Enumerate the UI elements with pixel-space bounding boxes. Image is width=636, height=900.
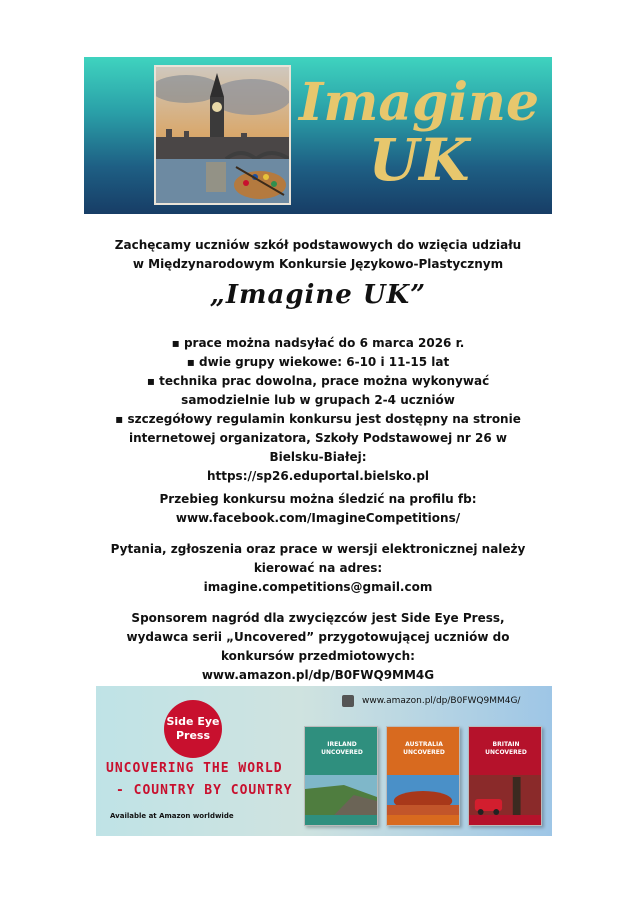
- book-cover-ireland: [304, 726, 378, 826]
- availability-text: Available at Amazon worldwide: [110, 812, 234, 820]
- tagline-line2: - COUNTRY BY COUNTRY: [116, 783, 293, 798]
- ad-url-row[interactable]: [342, 694, 520, 708]
- big-ben-icon: [469, 775, 541, 815]
- facebook-section: [110, 490, 526, 528]
- banner-title: [299, 72, 540, 194]
- book-title: IRELAND UNCOVERED: [321, 741, 363, 756]
- sponsor-text: Sponsorem nagród dla zwycięzców jest Side Eye Press, wydawca serii „Uncovered” przygotowującej uczniów do konkursów przedmiotowych: www.amazon.pl/dp/B0FWQ9MM4G: [126, 611, 510, 682]
- bullet-technique: ▪ technika prac dowolna, prace można wykonywać samodzielnie lub w grupach 2-4 uczniów: [110, 372, 526, 410]
- contact-email[interactable]: imagine.competitions@gmail.com: [203, 580, 433, 594]
- info-bullets: [110, 334, 526, 486]
- book-title: BRITAIN UNCOVERED: [485, 741, 527, 756]
- ad-url[interactable]: www.amazon.pl/dp/B0FWQ9MM4G/: [362, 696, 521, 706]
- contact-text: Pytania, zgłoszenia oraz prace w wersji elektronicznej należy kierować na adres:: [110, 542, 526, 575]
- facebook-link[interactable]: www.facebook.com/ImagineCompetitions/: [175, 511, 461, 525]
- intro-line: Zachęcamy uczniów szkół podstawowych do wzięcia udziału: [114, 238, 522, 252]
- logo-line1: Side Eye: [166, 715, 220, 728]
- facebook-text: Przebieg konkursu można śledzić na profilu fb:: [159, 492, 477, 506]
- regulations-link[interactable]: https://sp26.eduportal.bielsko.pl: [206, 469, 430, 483]
- side-eye-press-logo: [164, 700, 222, 758]
- link-icon: [342, 695, 354, 707]
- bullet-regulations: ▪ szczegółowy regulamin konkursu jest dostępny na stronie internetowej organizatora, Szkoły Podstawowej nr 26 w Bielsku-Białej:: [110, 410, 526, 467]
- book-cover-britain: [468, 726, 542, 826]
- header-banner: [84, 57, 552, 214]
- book-cover-australia: [386, 726, 460, 826]
- publisher-ad[interactable]: [96, 686, 552, 836]
- big-ben-painting: [154, 65, 291, 205]
- ad-tagline: [106, 758, 306, 802]
- book-title: AUSTRALIA UNCOVERED: [403, 741, 445, 756]
- banner-title-line1: Imagine: [299, 72, 540, 133]
- sponsor-section: [110, 609, 526, 685]
- bullet-age-groups: ▪ dwie grupy wiekowe: 6-10 i 11-15 lat: [110, 353, 526, 372]
- big-ben-illustration: [156, 67, 289, 203]
- bullet-deadline: ▪ prace można nadsyłać do 6 marca 2026 r.: [110, 334, 526, 353]
- intro-line: w Międzynarodowym Konkursie Językowo-Plastycznym: [132, 257, 504, 271]
- contest-title: „Imagine UK”: [209, 280, 427, 310]
- tagline-line1: UNCOVERING THE WORLD: [106, 761, 283, 776]
- uluru-icon: [387, 775, 459, 815]
- intro-text: [110, 236, 526, 274]
- cliffs-icon: [305, 775, 377, 815]
- contact-section: [110, 540, 526, 597]
- logo-line2: Press: [175, 729, 211, 742]
- banner-title-line2: UK: [368, 126, 470, 194]
